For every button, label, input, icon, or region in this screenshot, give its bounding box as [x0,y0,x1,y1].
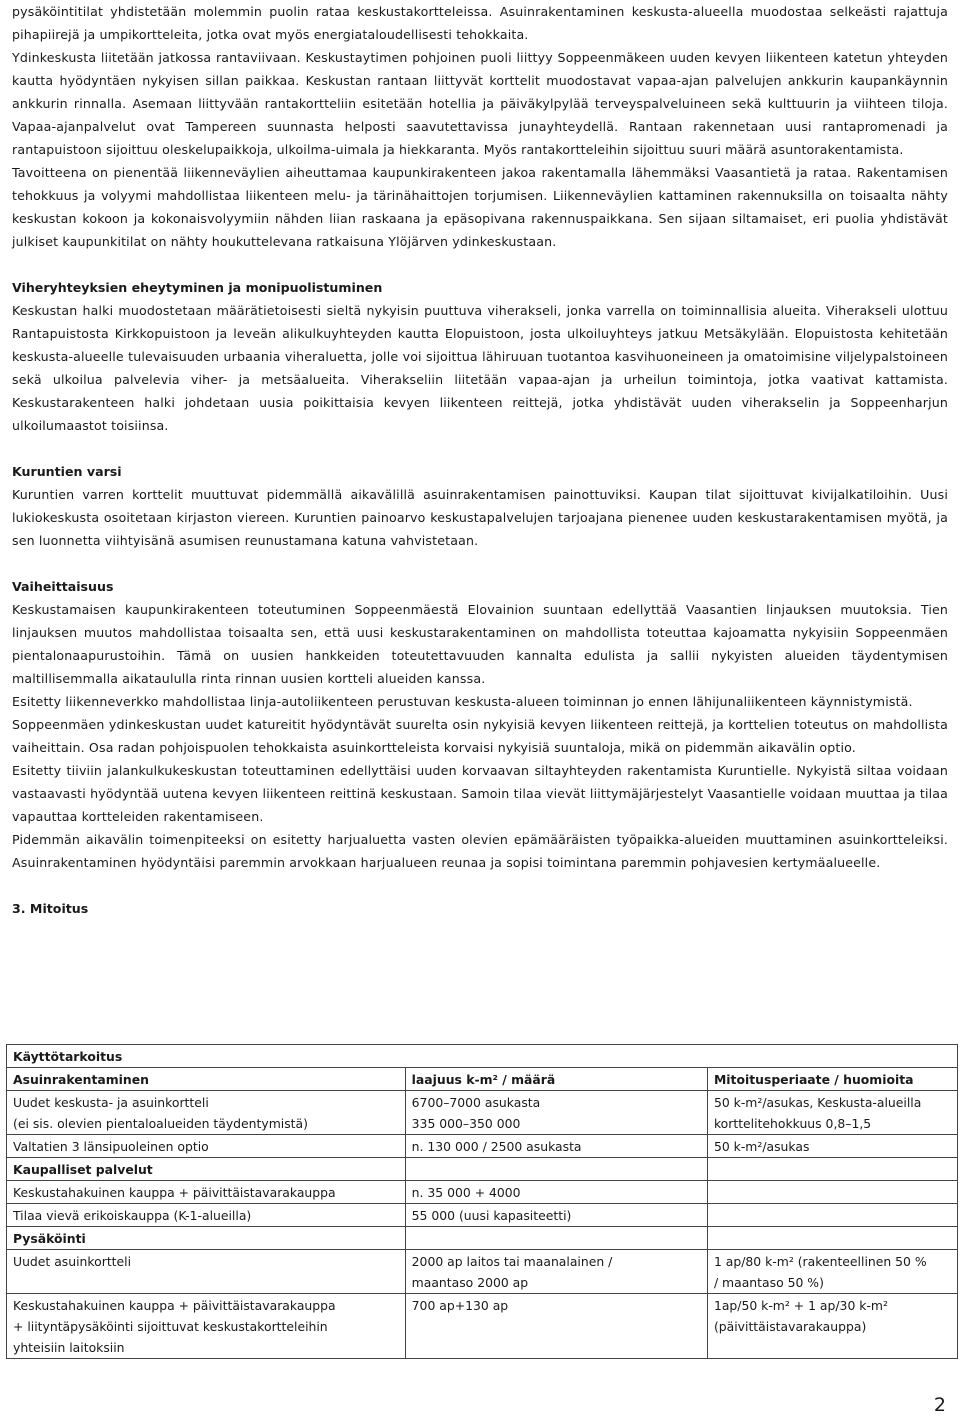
table-header-cell [707,1158,957,1181]
table-cell: 55 000 (uusi kapasiteetti) [405,1204,707,1227]
table-group-header-row [7,1068,958,1091]
table-cell: 50 k-m²/asukas [707,1135,957,1158]
section-heading: Kuruntien varsi [12,464,122,479]
table-header-cell [405,1158,707,1181]
chapter-heading: 3. Mitoitus [12,901,89,916]
page-number: 2 [933,1394,946,1416]
section-kuruntien-varsi [12,460,948,552]
table-cell: 2000 ap laitos tai maanalainen / maantaso 2000 ap [405,1250,707,1294]
paragraph: pysäköintitilat yhdistetään molemmin puolin rataa keskustakortteleissa. Asuinrakentaminen keskusta-alueella muodostaa selkeästi rajattuja pihapiirejä ja umpikortteleita, jotka ovat myös energiataloudellisesti tehokkaita. [12,4,948,42]
table-cell: Keskustahakuinen kauppa + päivittäistavarakauppa [7,1181,406,1204]
section-vaiheittaisuus [12,575,948,874]
paragraph: Keskustan halki muodostetaan määrätietoisesti sieltä nykyisin puuttuva viherakseli, jonka varrella on toiminnallisia alueita. Viherakseli ulottuu Rantapuistosta Kirkkopuistoon ja leveän alikulkuyhteyden kautta Elopuistoon, josta ulkoiluyhteys jatkuu Metsäkylään. Elopuistosta kehitetään keskusta-alueelle tulevaisuuden urbaania viheraluetta, jolle voi sijoittua lähiruuan tuotantoa kasvihuoneineen ja omatoimisine viljelypalstoineen sekä ulkoilua palvelevia viher- ja metsäalueita. Viherakseliin liitetään vapaa-ajan ja urheilun toimintoja, jotka vaativat kattamista. Keskustarakenteen halki johdetaan uusia poikittaisia kevyen liikenteen reittejä, jotka yhdistävät uuden viherakselin ja Soppeenharjun ulkoilumaastot toisiinsa. [12,303,948,433]
mitoitus-table [6,1044,958,1359]
table-cell: Uudet keskusta- ja asuinkortteli (ei sis. olevien pientaloalueiden täydentymistä) [7,1091,406,1135]
table-header-cell: Mitoitusperiaate / huomioita [707,1068,957,1091]
table-cell: 1 ap/80 k-m² (rakenteellinen 50 % / maantaso 50 %) [707,1250,957,1294]
table-cell: Uudet asuinkortteli [7,1250,406,1294]
paragraph: Tavoitteena on pienentää liikenneväylien aiheuttamaa kaupunkirakenteen jakoa rakentamalla lähemmäksi Vaasantietä ja rataa. Rakentamisen tehokkuus ja volyymi mahdollistaa liikenteen melu- ja tärinähaittojen torjumisen. Liikenneväylien kattaminen rakennuksilla on toisaalta nähty keskustan kokoon ja kokonaisvolyymiin nähden liian raskaana ja epäsopivana rakennuspaikkana. Sen sijaan siltamaiset, eri puolia yhdistävät julkiset kaupunkitilat on nähty houkuttelevana ratkaisuna Ylöjärven ydinkeskustaan. [12,165,948,249]
table-row [7,1250,958,1294]
table-header-cell: laajuus k-m² / määrä [405,1068,707,1091]
paragraph: Kuruntien varren korttelit muuttuvat pidemmällä aikavälillä asuinrakentamisen painottuviksi. Kaupan tilat sijoittuvat kivijalkatiloihin. Uusi lukiokeskusta osoitetaan kirjaston viereen. Kuruntien painoarvo keskustapalvelujen tarjoajana pienenee uuden keskustarakentamisen myötä, ja sen luonnetta viihtyisänä asumisen reunustamana katuna vahvistetaan. [12,487,948,548]
paragraph: Esitetty tiiviin jalankulkukeskustan toteuttaminen edellyttäisi uuden korvaavan siltayhteyden rakentamista Kuruntielle. Nykyistä siltaa voidaan vastaavasti hyödyntää uutena kevyen liikenteen reittinä keskustaan. Samoin tilaa vievät liittymäjärjestelyt Vaasantielle voidaan muuttaa ja tilaa vapauttaa kortteleiden rakentamiseen. [12,763,948,824]
table-row [7,1091,958,1135]
top-paragraphs [12,0,948,253]
table-cell: 700 ap+130 ap [405,1294,707,1359]
section-heading: Viheryhteyksien eheytyminen ja monipuolistuminen [12,280,383,295]
table-group-header-row [7,1227,958,1250]
table-header-cell: Kaupalliset palvelut [7,1158,406,1181]
table-cell: n. 35 000 + 4000 [405,1181,707,1204]
table-header-cell [707,1227,957,1250]
table-title: Käyttötarkoitus [7,1045,958,1068]
table-title-row [7,1045,958,1068]
paragraph: Pidemmän aikavälin toimenpiteeksi on esitetty harjualuetta vasten olevien epämääräisten työpaikka-alueiden muuttaminen asuinkortteleiksi. Asuinrakentaminen hyödyntäisi paremmin arvokkaan harjualueen reunaa ja sopisi toimintana paremmin pohjavesien kertymäalueelle. [12,832,948,870]
section-heading: Vaiheittaisuus [12,579,114,594]
table-cell: 1ap/50 k-m² + 1 ap/30 k-m² (päivittäistavarakauppa) [707,1294,957,1359]
table-header-cell [405,1227,707,1250]
table-row [7,1294,958,1359]
paragraph: Soppeenmäen ydinkeskustan uudet katureitit hyödyntävät suurelta osin nykyisiä kevyen liikenteen reittejä, ja korttelien toteutus on mahdollista vaiheittain. Osa radan pohjoispuolen tehokkaista asuinkortteleista korvaisi nykyisiä suuntaloja, mikä on pidemmän aikavälin optio. [12,717,948,755]
table-cell: n. 130 000 / 2500 asukasta [405,1135,707,1158]
table-cell: Keskustahakuinen kauppa + päivittäistavarakauppa + liityntäpysäköinti sijoittuvat keskustakortteleihin yhteisiin laitoksiin [7,1294,406,1359]
table-cell [707,1181,957,1204]
table-cell: Tilaa vievä erikoiskauppa (K-1-alueilla) [7,1204,406,1227]
document-page [12,0,948,920]
paragraph: Keskustamaisen kaupunkirakenteen toteutuminen Soppeenmäestä Elovainion suuntaan edellyttää Vaasantien linjauksen muutoksia. Tien linjauksen muutos mahdollistaa toisaalta sen, että uusi keskustarakentaminen on mahdollista toteuttaa kajoamatta nykyisiin Soppeenmäen pientalonaapurustoihin. Tämä on uusien hankkeiden toteutettavuuden kannalta edulista ja sallii nykyisten alueiden täydentymisen maltillisemmalla aikataululla rinta rinnan uusien kortteli alueiden kanssa. [12,602,948,686]
table-group-header-row [7,1158,958,1181]
table-row [7,1204,958,1227]
table-row [7,1135,958,1158]
table-cell: 6700–7000 asukasta 335 000–350 000 [405,1091,707,1135]
section-viheryhteydet [12,276,948,437]
table-cell [707,1204,957,1227]
table-header-cell: Asuinrakentaminen [7,1068,406,1091]
table-header-cell: Pysäköinti [7,1227,406,1250]
table-cell: 50 k-m²/asukas, Keskusta-alueilla korttelitehokkuus 0,8–1,5 [707,1091,957,1135]
table-cell: Valtatien 3 länsipuoleinen optio [7,1135,406,1158]
table-row [7,1181,958,1204]
paragraph: Ydinkeskusta liitetään jatkossa rantaviivaan. Keskustaytimen pohjoinen puoli liittyy Soppeenmäkeen uuden kevyen liikenteen katetun yhteyden kautta hyödyntäen nykyisen sillan paikkaa. Keskustan rantaan liittyvät korttelit muodostavat vapaa-ajan palvelujen ankkurin kaupankäynnin ankkurin rinnalla. Asemaan liittyvään rantakortteliin esitetään hotellia ja päiväkylpylää terveyspalveluineen sekä kulttuurin ja viihteen tiloja. Vapaa-ajanpalvelut ovat Tampereen suunnasta helposti saavutettavissa junayhteydellä. Rantaan rakennetaan uusi rantapromenadi ja rantapuistoon sijoittuu oleskelupaikkoja, ulkoilma-uimala ja hiekkaranta. Myös rantakortteleihin sijoittuu suuri määrä asuntorakentamista. [12,50,948,157]
paragraph: Esitetty liikenneverkko mahdollistaa linja-autoliikenteen perustuvan keskusta-alueen toiminnan jo ennen lähijunaliikenteen käynnistymistä. [12,694,913,709]
